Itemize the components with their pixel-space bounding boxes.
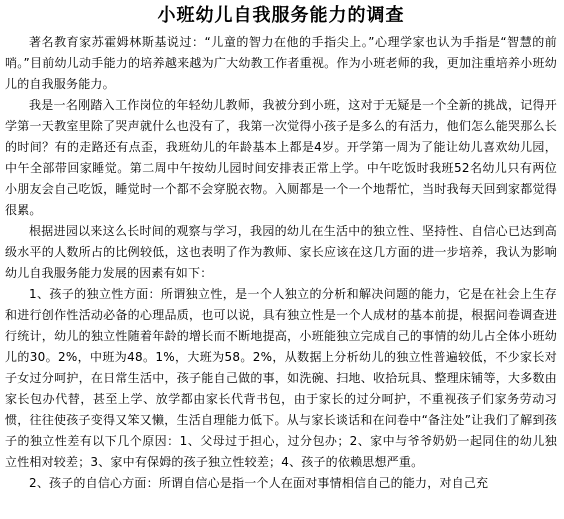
paragraph-intro: 著名教育家苏霍姆林斯基说过：“儿童的智力在他的手指尖上。”心理学家也认为手指是“智慧的前哨。”目前幼儿动手能力的培养越来越为广大幼教工作者重视。作为小班老师的我，更加注重培养小班幼儿的自我服务能力。 <box>5 35 557 91</box>
paragraph-confidence: 2、孩子的自信心方面：所谓自信心是指一个人在面对事情相信自己的能力，对自己充 <box>29 476 489 490</box>
document-title: 小班幼儿自我服务能力的调查 <box>157 5 405 26</box>
paragraph-independence: 1、孩子的独立性方面：所谓独立性，是一个人独立的分析和解决问题的能力，它是在社会上生存和进行创作性活动必备的心理品质，也可以说，具有独立性是一个人成材的基本前提，根据问卷调查进行统计，幼儿的独立性随着年龄的增长而不断地提高，小班能独立完成自己的事情的幼儿占全体小班幼儿的30。2%，中班为48。1%，大班为58。2%，从数据上分析幼儿的独立性普遍较低，不少家长对子女过分呵护，在日常生活中，孩子能自己做的事，如洗碗、扫地、收拾玩具、整理床铺等，大多数由家长包办代替，甚至上学、放学都由家长代背书包，由于家长的过分呵护，不重视孩子们家务劳动习惯，往往使孩子变得又笨又懒，生活自理能力低下。从与家长谈话和在问卷中“备注处”让我们了解到孩子的独立性差有以下几个原因：1、父母过于担心，过分包办；2、家中与爷爷奶奶一起同住的幼儿独立性相对较差；3、家中有保姆的孩子独立性较差；4、孩子的依赖思想严重。 <box>5 287 557 469</box>
paragraph-experience: 我是一名刚踏入工作岗位的年轻幼儿教师，我被分到小班，这对于无疑是一个全新的挑战，记得开学第一天教室里除了哭声就什么也没有了，我第一次觉得小孩子是多么的有活力，他们怎么能哭那么长的时间？有的走路还有点歪，我班幼儿的年龄基本上都是4岁。开学第一周为了能让幼儿喜欢幼儿园，中午全部带回家睡觉。第二周中午按幼儿园时间安排表正常上学。中午吃饭时我班52名幼儿只有两位小朋友会自己吃饭，睡觉时一个都不会穿脱衣物。入厕都是一个一个地帮忙，当时我每天回到家都觉得很累。 <box>5 98 557 217</box>
paragraph-observation: 根据进园以来这么长时间的观察与学习，我园的幼儿在生活中的独立性、坚持性、自信心已达到高级水平的人数所占的比例较低，这也表明了作为教师、家长应该在这几方面的进一步培养，我认为影响幼儿自我服务能力发展的因素有如下： <box>5 224 557 280</box>
